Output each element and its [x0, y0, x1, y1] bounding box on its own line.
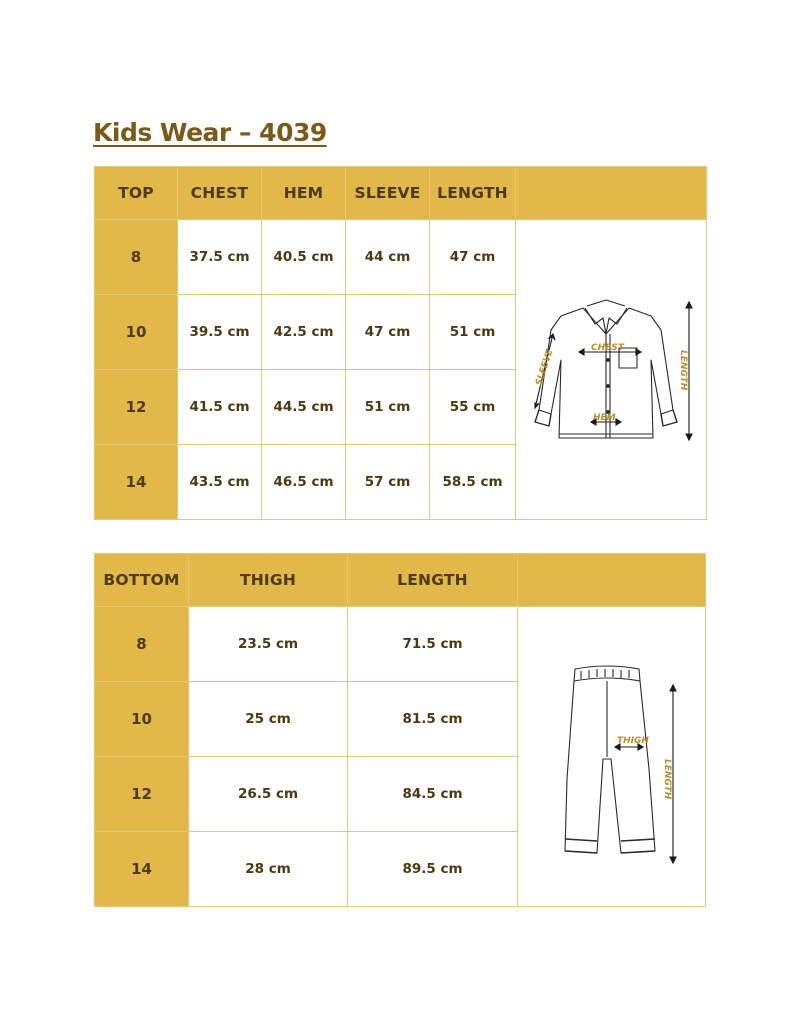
- thigh-value: 26.5 cm: [189, 757, 348, 832]
- thigh-value: 28 cm: [189, 832, 348, 907]
- chest-value: 43.5 cm: [178, 445, 262, 520]
- chest-label: CHEST: [591, 342, 624, 353]
- sleeve-label: SLEEVE: [534, 347, 556, 387]
- length-value: 58.5 cm: [430, 445, 516, 520]
- hem-value: 42.5 cm: [262, 295, 346, 370]
- length-value: 51 cm: [430, 295, 516, 370]
- chest-value: 41.5 cm: [178, 370, 262, 445]
- header-bottom: BOTTOM: [95, 554, 189, 607]
- hem-value: 44.5 cm: [262, 370, 346, 445]
- header-chest: CHEST: [178, 167, 262, 220]
- page-title: Kids Wear – 4039: [93, 118, 327, 147]
- header-length: LENGTH: [430, 167, 516, 220]
- chest-value: 39.5 cm: [178, 295, 262, 370]
- length-value: 89.5 cm: [348, 832, 518, 907]
- top-header-row: [95, 167, 707, 220]
- length-label: LENGTH: [678, 349, 688, 390]
- length-value: 81.5 cm: [348, 682, 518, 757]
- sleeve-value: 44 cm: [346, 220, 430, 295]
- sleeve-value: 57 cm: [346, 445, 430, 520]
- thigh-value: 23.5 cm: [189, 607, 348, 682]
- hem-value: 46.5 cm: [262, 445, 346, 520]
- size-label: 8: [95, 220, 178, 295]
- length-value: 47 cm: [430, 220, 516, 295]
- header-hem: HEM: [262, 167, 346, 220]
- length-label: LENGTH: [661, 758, 672, 799]
- shirt-figure-cell: [516, 220, 707, 520]
- size-label: 8: [95, 607, 189, 682]
- table-row: [95, 220, 707, 295]
- sleeve-value: 51 cm: [346, 370, 430, 445]
- top-size-table: [94, 166, 707, 520]
- hem-label: HEM: [593, 412, 616, 423]
- table-row: [95, 607, 706, 682]
- thigh-value: 25 cm: [189, 682, 348, 757]
- header-length: LENGTH: [348, 554, 518, 607]
- header-blank: [518, 554, 706, 607]
- thigh-label: THIGH: [616, 735, 649, 746]
- header-sleeve: SLEEVE: [346, 167, 430, 220]
- length-value: 55 cm: [430, 370, 516, 445]
- size-label: 14: [95, 832, 189, 907]
- size-label: 12: [95, 757, 189, 832]
- header-blank: [516, 167, 707, 220]
- size-label: 10: [95, 295, 178, 370]
- pants-diagram-icon: [537, 639, 687, 875]
- hem-value: 40.5 cm: [262, 220, 346, 295]
- shirt-diagram-icon: [521, 290, 701, 450]
- size-label: 10: [95, 682, 189, 757]
- pants-figure-cell: [518, 607, 706, 907]
- size-label: 14: [95, 445, 178, 520]
- length-value: 84.5 cm: [348, 757, 518, 832]
- bottom-header-row: [95, 554, 706, 607]
- header-top: TOP: [95, 167, 178, 220]
- chest-value: 37.5 cm: [178, 220, 262, 295]
- size-label: 12: [95, 370, 178, 445]
- length-value: 71.5 cm: [348, 607, 518, 682]
- header-thigh: THIGH: [189, 554, 348, 607]
- bottom-size-table: [94, 553, 706, 907]
- sleeve-value: 47 cm: [346, 295, 430, 370]
